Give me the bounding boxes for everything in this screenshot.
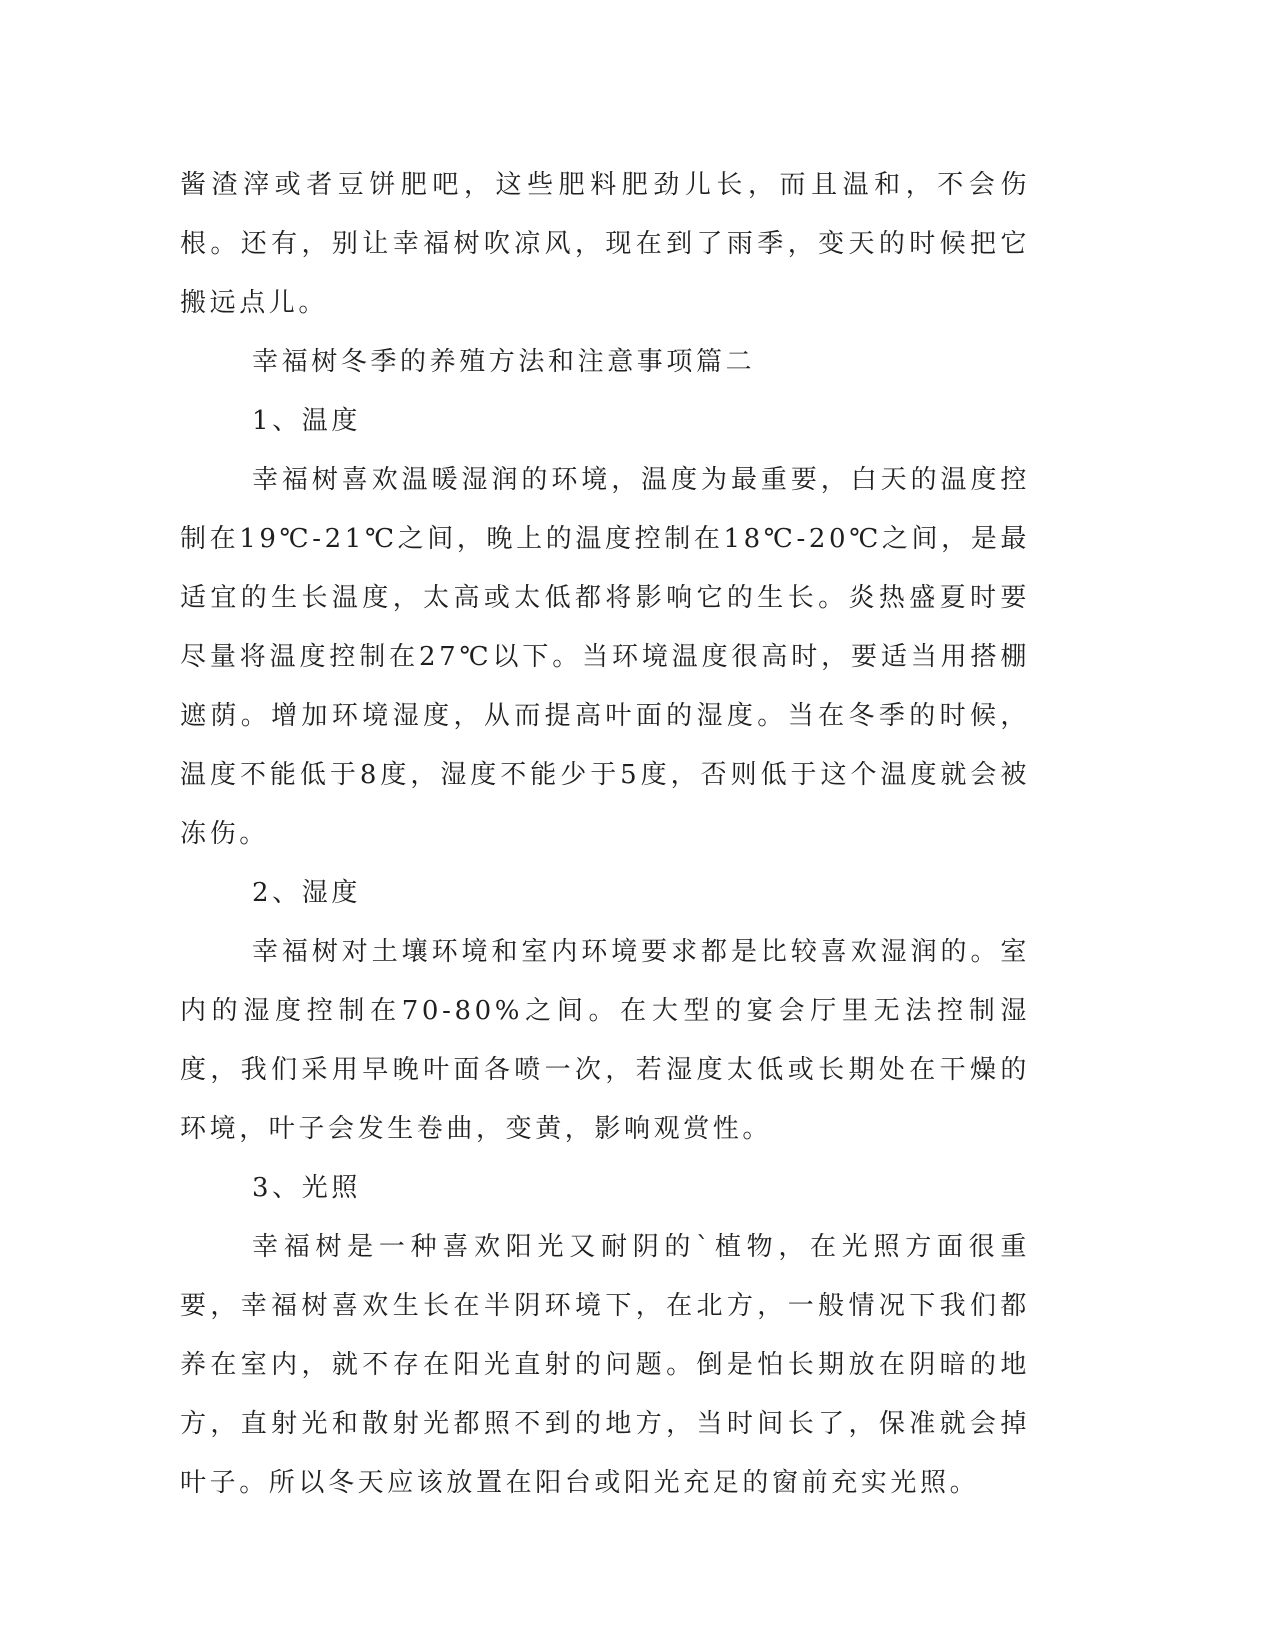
heading-humidity: 2、湿度 xyxy=(252,878,361,908)
heading-temperature: 1、温度 xyxy=(252,406,361,436)
document-body xyxy=(180,156,1030,1513)
heading-light: 3、光照 xyxy=(252,1173,361,1203)
paragraph-light: 幸福树是一种喜欢阳光又耐阴的`植物，在光照方面很重要，幸福树喜欢生长在半阴环境下，在北方，一般情况下我们都养在室内，就不存在阳光直射的问题。倒是怕长期放在阴暗的地方，直射光和散射光都照不到的地方，当时间长了，保准就会掉叶子。所以冬天应该放置在阳台或阳光充足的窗前充实光照。 xyxy=(180,1232,1030,1498)
paragraph-fertilizer-continuation: 酱渣滓或者豆饼肥吧，这些肥料肥劲儿长，而且温和，不会伤根。还有，别让幸福树吹凉风，现在到了雨季，变天的时候把它搬远点儿。 xyxy=(180,170,1030,318)
section-title: 幸福树冬季的养殖方法和注意事项篇二 xyxy=(252,347,756,377)
paragraph-humidity: 幸福树对土壤环境和室内环境要求都是比较喜欢湿润的。室内的湿度控制在70-80%之间。在大型的宴会厅里无法控制湿度，我们采用早晚叶面各喷一次，若湿度太低或长期处在干燥的环境，叶子会发生卷曲，变黄，影响观赏性。 xyxy=(180,937,1030,1144)
paragraph-temperature: 幸福树喜欢温暖湿润的环境，温度为最重要，白天的温度控制在19℃-21℃之间，晚上的温度控制在18℃-20℃之间，是最适宜的生长温度，太高或太低都将影响它的生长。炎热盛夏时要尽量将温度控制在27℃以下。当环境温度很高时，要适当用搭棚遮荫。增加环境湿度，从而提高叶面的湿度。当在冬季的时候，温度不能低于8度，湿度不能少于5度，否则低于这个温度就会被冻伤。 xyxy=(180,465,1030,849)
